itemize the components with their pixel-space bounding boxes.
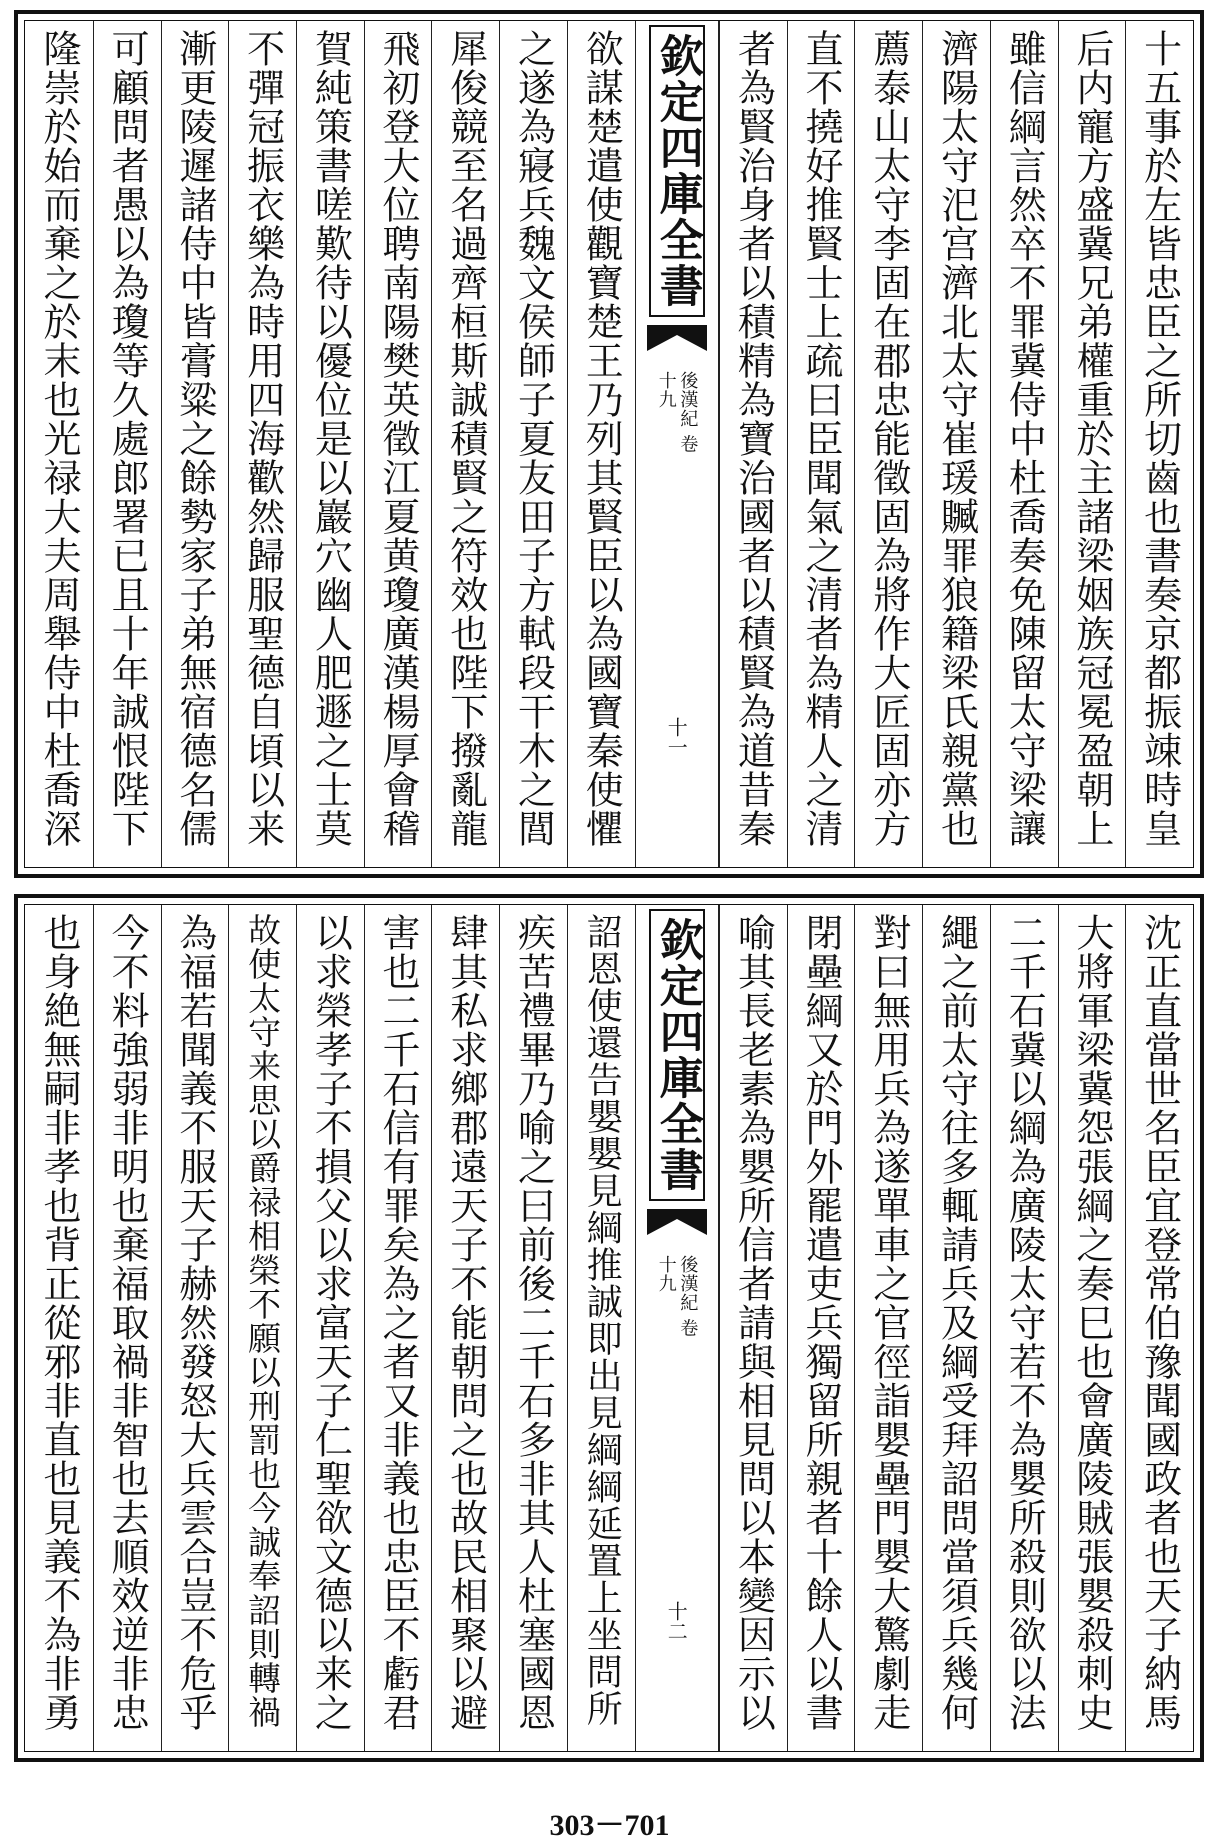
banner-page-number: 十一	[664, 717, 689, 757]
fishtail-mark-icon	[647, 325, 707, 351]
column-text: 直不撓好推賢士上疏曰臣聞氣之清者為精人之清	[799, 29, 844, 848]
bottom-page	[14, 894, 1204, 1762]
column-text: 詔恩使還告嬰嬰見綱推誠即出見綱綱延置上坐問所	[581, 913, 623, 1727]
column-text: 雖信綱言然卒不罪冀侍中杜喬奏免陳留太守梁讓	[1002, 29, 1047, 848]
column-text: 漸更陵遲諸侍中皆膏粱之餘勢家子弟無宿德名儒	[172, 29, 217, 848]
column-text: 濟陽太守汜宫濟北太守崔瑗贓罪狼籍梁氏親黨也	[934, 29, 979, 848]
text-column	[567, 905, 635, 1751]
column-text: 以求榮孝子不損父以求富天子仁聖欲文德以来之	[308, 913, 353, 1732]
column-text: 者為賢治身者以積精為寶治國者以積賢為道昔秦	[731, 29, 776, 848]
text-column	[922, 905, 990, 1751]
text-column	[93, 21, 161, 867]
text-column	[990, 905, 1058, 1751]
banner-title: 欽定四庫全書	[649, 909, 705, 1201]
text-column	[922, 21, 990, 867]
column-text: 閉壘綱又於門外罷遣吏兵獨留所親者十餘人以書	[799, 913, 844, 1732]
column-text: 今不料強弱非明也棄福取禍非智也去順效逆非忠	[105, 913, 150, 1732]
text-column	[499, 905, 567, 1751]
top-page	[14, 10, 1204, 878]
text-column	[719, 905, 787, 1751]
text-column	[1058, 21, 1126, 867]
banner-page-number: 十二	[664, 1601, 689, 1641]
text-column	[296, 21, 364, 867]
column-text: 之遂為寢兵魏文侯師子夏友田子方軾段干木之閭	[511, 29, 556, 848]
column-text: 二千石冀以綱為廣陵太守若不為嬰所殺則欲以法	[1002, 913, 1047, 1732]
column-text: 故使太守来思以爵禄相榮不願以刑罰也今誠奉詔則轉禍	[243, 913, 283, 1729]
text-column	[787, 905, 855, 1751]
column-text: 可顧問者愚以為瓊等久處郎署已且十年誠恨陛下	[105, 29, 150, 848]
column-text: 喻其長老素為嬰所信者請與相見問以本變因示以	[731, 913, 776, 1732]
fishtail-mark-icon	[647, 1209, 707, 1235]
column-text: 賀純策書嗟歎待以優位是以巖穴幽人肥遯之士莫	[308, 29, 353, 848]
column-text: 大將軍梁冀怨張綱之奏巳也會廣陵賊張嬰殺刺史	[1069, 913, 1114, 1732]
column-text: 不彈冠振衣樂為時用四海歡然歸服聖德自頃以来	[240, 29, 285, 848]
text-column	[431, 21, 499, 867]
column-text: 為福若聞義不服天子赫然發怒大兵雲合豈不危乎	[172, 913, 217, 1732]
center-banner	[635, 21, 719, 867]
column-text: 十五事於左皆忠臣之所切齒也書奏京都振竦時皇	[1137, 29, 1182, 848]
center-banner	[635, 905, 719, 1751]
text-column	[364, 905, 432, 1751]
column-text: 薦泰山太守李固在郡忠能徵固為將作大匠固亦方	[866, 29, 911, 848]
text-column	[719, 21, 787, 867]
column-text: 肆其私求鄉郡遠天子不能朝問之也故民相聚以避	[443, 913, 488, 1732]
text-column	[228, 21, 296, 867]
column-text: 隆崇於始而棄之於末也光禄大夫周舉侍中杜喬深	[36, 29, 81, 848]
column-text: 對曰無用兵為遂單車之官徑詣嬰壘門嬰大驚劇走	[866, 913, 911, 1732]
column-text: 飛初登大位聘南陽樊英徵江夏黄瓊廣漢楊厚會稽	[376, 29, 421, 848]
column-text: 繩之前太守往多輒請兵及綱受拜詔問當須兵幾何	[934, 913, 979, 1732]
banner-volume: 後漢紀 卷十九	[655, 371, 699, 454]
text-column	[854, 21, 922, 867]
text-column	[1058, 905, 1126, 1751]
text-column	[431, 905, 499, 1751]
column-text: 犀俊競至名過齊桓斯誠積賢之符效也陛下撥亂龍	[443, 29, 488, 848]
banner-title: 欽定四庫全書	[649, 25, 705, 317]
text-column	[990, 21, 1058, 867]
text-column	[228, 905, 296, 1751]
text-column	[854, 905, 922, 1751]
column-text: 疾苦禮畢乃喻之曰前後二千石多非其人杜塞國恩	[511, 913, 556, 1732]
column-text: 后内寵方盛冀兄弟權重於主諸梁姻族冠冕盈朝上	[1069, 29, 1114, 848]
text-column	[161, 21, 229, 867]
text-column	[567, 21, 635, 867]
text-column	[499, 21, 567, 867]
page-footer-number: 303－701	[549, 1809, 670, 1842]
top-page-columns	[24, 20, 1194, 868]
bottom-page-columns	[24, 904, 1194, 1752]
text-column	[25, 905, 93, 1751]
column-text: 也身絶無嗣非孝也背正從邪非直也見義不為非勇	[36, 913, 81, 1732]
text-column	[1125, 21, 1193, 867]
column-text: 害也二千石信有罪矣為之者又非義也忠臣不虧君	[376, 913, 421, 1732]
text-column	[1125, 905, 1193, 1751]
text-column	[25, 21, 93, 867]
banner-volume: 後漢紀 卷十九	[655, 1255, 699, 1338]
text-column	[364, 21, 432, 867]
text-column	[787, 21, 855, 867]
column-text: 欲謀楚遣使觀寶楚王乃列其賢臣以為國寶秦使懼	[579, 29, 624, 848]
column-text: 沈正直當世名臣宜登常伯豫聞國政者也天子納馬	[1137, 913, 1182, 1732]
text-column	[296, 905, 364, 1751]
text-column	[93, 905, 161, 1751]
text-column	[161, 905, 229, 1751]
